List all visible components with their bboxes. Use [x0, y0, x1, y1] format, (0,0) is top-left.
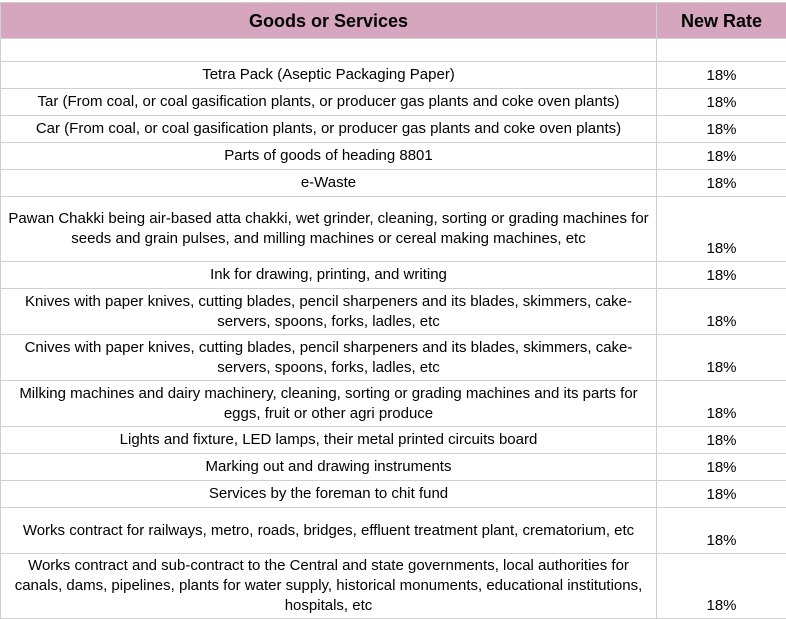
item-cell[interactable]: Marking out and drawing instruments — [1, 454, 657, 481]
gst-rate-table — [0, 2, 786, 619]
blank-row — [1, 39, 786, 62]
rate-cell[interactable]: 18% — [657, 454, 786, 481]
table-row — [1, 116, 786, 143]
rate-cell[interactable]: 18% — [657, 262, 786, 289]
rate-cell[interactable]: 18% — [657, 197, 786, 262]
item-cell[interactable]: Ink for drawing, printing, and writing — [1, 262, 657, 289]
item-cell[interactable]: Tar (From coal, or coal gasification plants, or producer gas plants and coke oven plants) — [1, 89, 657, 116]
table-row — [1, 62, 786, 89]
table-row — [1, 197, 786, 262]
item-cell[interactable]: Works contract and sub-contract to the Central and state governments, local authorities for canals, dams, pipelines, plants for water supply, historical monuments, educational institutions, hospitals, etc — [1, 554, 657, 619]
table-row — [1, 170, 786, 197]
rate-cell[interactable]: 18% — [657, 170, 786, 197]
rate-cell[interactable]: 18% — [657, 335, 786, 381]
table-row — [1, 454, 786, 481]
item-cell[interactable]: Tetra Pack (Aseptic Packaging Paper) — [1, 62, 657, 89]
goods-services-header[interactable]: Goods or Services — [1, 3, 657, 39]
rate-cell[interactable]: 18% — [657, 508, 786, 554]
item-cell[interactable]: Pawan Chakki being air-based atta chakki, wet grinder, cleaning, sorting or grading machines for seeds and grain pulses, and milling machines or cereal making machines, etc — [1, 197, 657, 262]
table-row — [1, 554, 786, 619]
table-row — [1, 335, 786, 381]
rate-cell[interactable]: 18% — [657, 381, 786, 427]
table-row — [1, 143, 786, 170]
item-cell[interactable]: Lights and fixture, LED lamps, their metal printed circuits board — [1, 427, 657, 454]
table-row — [1, 381, 786, 427]
item-cell[interactable]: e-Waste — [1, 170, 657, 197]
table-row — [1, 289, 786, 335]
rate-cell[interactable]: 18% — [657, 62, 786, 89]
item-cell[interactable]: Works contract for railways, metro, roads, bridges, effluent treatment plant, crematorium, etc — [1, 508, 657, 554]
blank-cell[interactable] — [1, 39, 657, 62]
rate-cell[interactable]: 18% — [657, 481, 786, 508]
item-cell[interactable]: Cnives with paper knives, cutting blades, pencil sharpeners and its blades, skimmers, cake-servers, spoons, forks, ladles, etc — [1, 335, 657, 381]
table-row — [1, 508, 786, 554]
table-row — [1, 89, 786, 116]
item-cell[interactable]: Parts of goods of heading 8801 — [1, 143, 657, 170]
rate-cell[interactable]: 18% — [657, 116, 786, 143]
rate-cell[interactable]: 18% — [657, 89, 786, 116]
item-cell[interactable]: Knives with paper knives, cutting blades, pencil sharpeners and its blades, skimmers, cake-servers, spoons, forks, ladles, etc — [1, 289, 657, 335]
rate-cell[interactable]: 18% — [657, 143, 786, 170]
blank-cell[interactable] — [657, 39, 786, 62]
item-cell[interactable]: Car (From coal, or coal gasification plants, or producer gas plants and coke oven plants) — [1, 116, 657, 143]
item-cell[interactable]: Services by the foreman to chit fund — [1, 481, 657, 508]
rate-cell[interactable]: 18% — [657, 427, 786, 454]
item-cell[interactable]: Milking machines and dairy machinery, cleaning, sorting or grading machines and its parts for eggs, fruit or other agri produce — [1, 381, 657, 427]
table-row — [1, 427, 786, 454]
table-row — [1, 481, 786, 508]
rate-cell[interactable]: 18% — [657, 289, 786, 335]
rate-cell[interactable]: 18% — [657, 554, 786, 619]
new-rate-header[interactable]: New Rate — [657, 3, 786, 39]
table-row — [1, 262, 786, 289]
header-row — [1, 3, 786, 39]
